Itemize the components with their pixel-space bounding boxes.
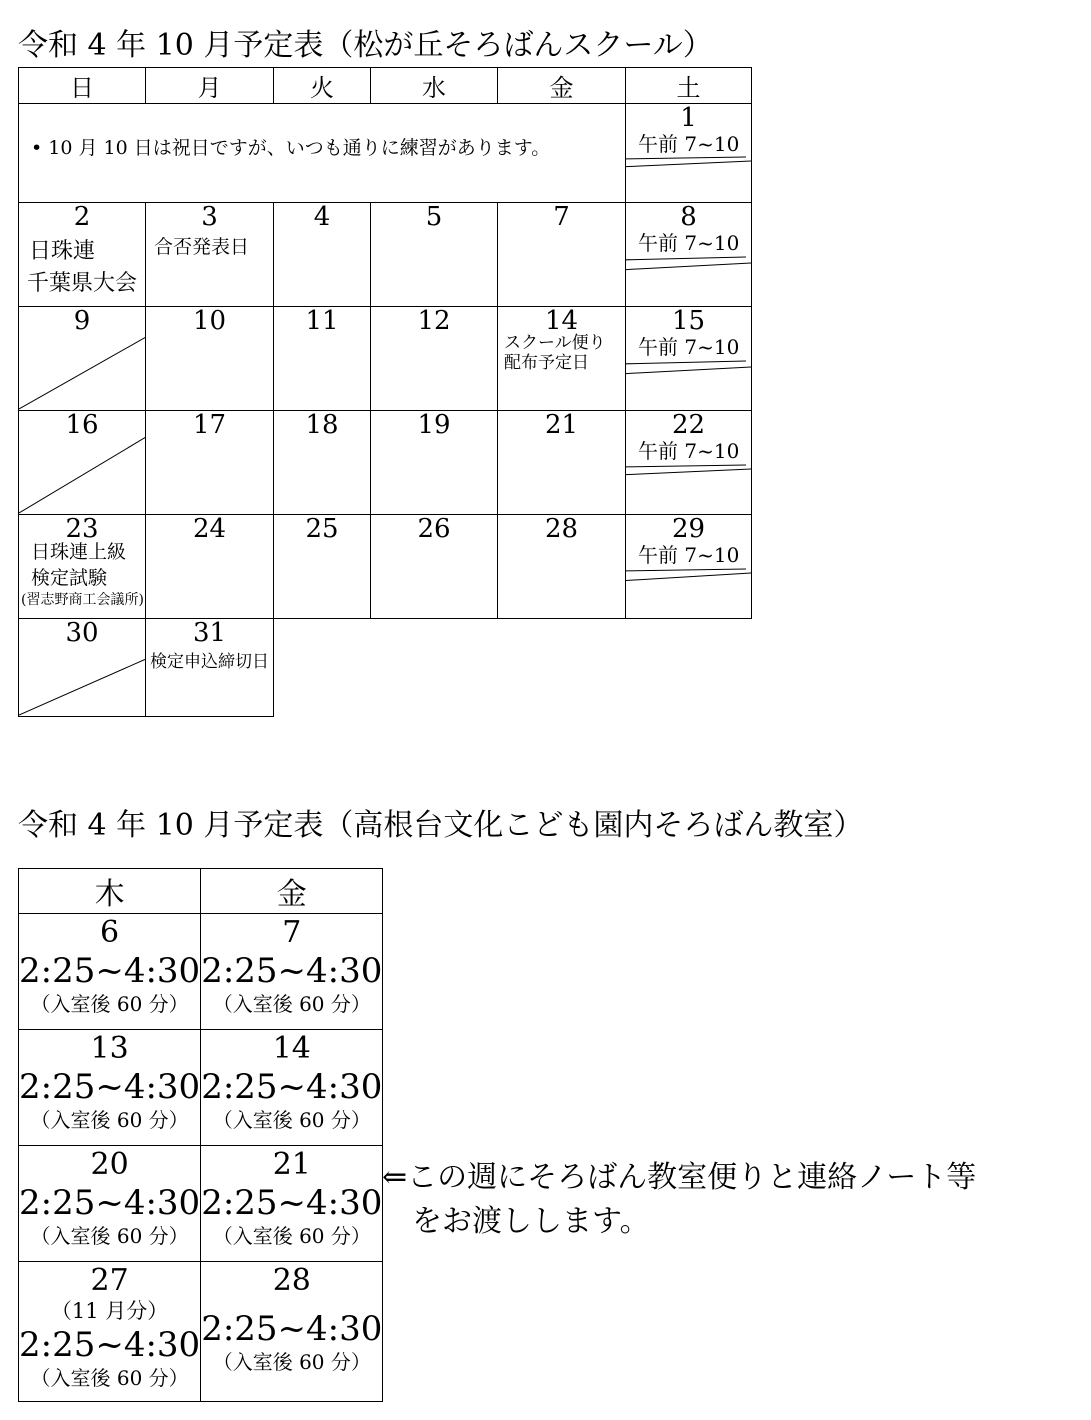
weekday-tue: 火 xyxy=(274,68,371,104)
day-number: 22 xyxy=(671,410,706,440)
empty-cell xyxy=(371,619,498,717)
duration-note: （入室後 60 分） xyxy=(212,1108,371,1132)
weekday-wed: 水 xyxy=(371,68,498,104)
day-cell-31 xyxy=(146,619,274,717)
day-number: 21 xyxy=(544,410,579,440)
day-number: 14 xyxy=(272,1031,311,1066)
class-time: 2:25~4:30 xyxy=(201,1309,383,1349)
sat-morning-time: 午前 7~10 xyxy=(638,335,740,359)
month-note: （11 月分） xyxy=(50,1299,169,1323)
day-cell-16 xyxy=(19,411,146,515)
day-number: 14 xyxy=(544,306,579,336)
duration-note: （入室後 60 分） xyxy=(30,1366,189,1390)
day-cell-4 xyxy=(274,203,371,307)
sat-morning-time: 午前 7~10 xyxy=(638,231,740,255)
day-number: 29 xyxy=(671,514,706,544)
day-number: 27 xyxy=(90,1263,129,1298)
school-week-3 xyxy=(19,1146,383,1262)
day-cell-5 xyxy=(371,203,498,307)
schedule-title-takanedai: 令和 4 年 10 月予定表（高根台文化こども園内そろばん教室） xyxy=(18,808,864,843)
handout-note-line-1: ⇐この週にそろばん教室便りと連絡ノート等 xyxy=(382,1160,977,1195)
calendar-week-5 xyxy=(19,515,752,619)
day-number: 20 xyxy=(90,1147,129,1182)
day-number: 5 xyxy=(425,202,443,232)
school-week-2 xyxy=(19,1030,383,1146)
holiday-note-cell xyxy=(19,104,626,203)
day-cell-15 xyxy=(626,307,752,411)
day-number: 11 xyxy=(305,306,339,336)
class-time: 2:25~4:30 xyxy=(19,951,201,991)
weekday-header-row xyxy=(19,68,752,104)
day-number: 26 xyxy=(417,514,451,544)
day-cell-10 xyxy=(146,307,274,411)
day-cell-14 xyxy=(498,307,626,411)
day-number: 15 xyxy=(671,306,706,336)
day-cell-19 xyxy=(371,411,498,515)
school-day-cell xyxy=(201,914,383,1030)
day-cell-3 xyxy=(146,203,274,307)
event-label: スクール便り xyxy=(504,333,606,353)
day-cell-11 xyxy=(274,307,371,411)
schedule-title-matsugaoka: 令和 4 年 10 月予定表（松が丘そろばんスクール） xyxy=(18,28,713,63)
event-label: 日珠連 xyxy=(29,239,96,264)
school-week-1 xyxy=(19,914,383,1030)
duration-note: （入室後 60 分） xyxy=(30,1224,189,1248)
handout-note-line-2: をお渡しします。 xyxy=(412,1204,650,1239)
day-cell-2 xyxy=(19,203,146,307)
calendar-week-4 xyxy=(19,411,752,515)
class-time: 2:25~4:30 xyxy=(201,951,383,991)
event-label: 検定試験 xyxy=(31,567,108,589)
day-cell-30 xyxy=(19,619,146,717)
event-label: 日珠連上級 xyxy=(31,541,127,563)
day-number: 17 xyxy=(192,410,227,440)
day-number: 7 xyxy=(282,915,302,950)
class-time: 2:25~4:30 xyxy=(19,1067,201,1107)
event-label: 千葉県大会 xyxy=(27,271,138,296)
class-time: 2:25~4:30 xyxy=(201,1183,383,1223)
day-cell-1 xyxy=(626,104,752,203)
school-day-cell xyxy=(201,1146,383,1262)
day-number: 19 xyxy=(417,410,451,440)
empty-cell xyxy=(498,619,626,717)
weekday-header-row xyxy=(19,869,383,914)
calendar-week-6 xyxy=(19,619,752,717)
day-number: 16 xyxy=(65,410,99,440)
duration-note: （入室後 60 分） xyxy=(30,1108,189,1132)
day-number: 4 xyxy=(313,202,331,232)
class-time: 2:25~4:30 xyxy=(201,1067,383,1107)
day-number: 30 xyxy=(65,618,99,648)
duration-note: （入室後 60 分） xyxy=(212,1224,371,1248)
day-cell-23 xyxy=(19,515,146,619)
day-number: 6 xyxy=(100,915,120,950)
day-number: 9 xyxy=(73,306,91,336)
sat-morning-time: 午前 7~10 xyxy=(638,439,740,463)
weekday-sun: 日 xyxy=(19,68,146,104)
day-number: 28 xyxy=(272,1263,311,1298)
sat-morning-time: 午前 7~10 xyxy=(638,543,740,567)
day-number: 10 xyxy=(192,306,227,336)
class-time: 2:25~4:30 xyxy=(19,1325,201,1365)
calendar-week-3 xyxy=(19,307,752,411)
day-number: 12 xyxy=(417,306,451,336)
day-cell-25 xyxy=(274,515,371,619)
day-number: 1 xyxy=(680,103,697,133)
weekday-sat: 土 xyxy=(626,68,752,104)
day-number: 8 xyxy=(680,202,697,232)
event-venue: (習志野商工会議所) xyxy=(21,592,144,608)
weekday-fri: 金 xyxy=(498,68,626,104)
weekday-thu: 木 xyxy=(19,869,201,914)
school-day-cell xyxy=(19,1146,201,1262)
day-number: 18 xyxy=(305,410,339,440)
event-label: 検定申込締切日 xyxy=(150,652,269,672)
school-week-4 xyxy=(19,1262,383,1402)
day-number: 28 xyxy=(544,514,579,544)
day-cell-26 xyxy=(371,515,498,619)
school-day-cell xyxy=(19,1030,201,1146)
day-cell-21 xyxy=(498,411,626,515)
duration-note: （入室後 60 分） xyxy=(30,992,189,1016)
school-day-cell xyxy=(19,914,201,1030)
calendar-week-1 xyxy=(19,104,752,203)
day-cell-8 xyxy=(626,203,752,307)
matsugaoka-calendar xyxy=(18,67,752,717)
day-cell-12 xyxy=(371,307,498,411)
day-number: 31 xyxy=(192,618,227,648)
day-number: 23 xyxy=(65,514,99,544)
class-time: 2:25~4:30 xyxy=(19,1183,201,1223)
day-cell-17 xyxy=(146,411,274,515)
school-day-cell xyxy=(201,1030,383,1146)
day-number: 3 xyxy=(201,202,218,232)
weekday-mon: 月 xyxy=(146,68,274,104)
holiday-note: • 10 月 10 日は祝日ですが、いつも通りに練習があります。 xyxy=(31,137,551,159)
calendar-week-2 xyxy=(19,203,752,307)
day-cell-22 xyxy=(626,411,752,515)
empty-cell xyxy=(274,619,371,717)
weekday-fri: 金 xyxy=(201,869,383,914)
day-number: 24 xyxy=(192,514,227,544)
duration-note: （入室後 60 分） xyxy=(212,1350,371,1374)
day-number: 7 xyxy=(553,202,570,232)
duration-note: （入室後 60 分） xyxy=(212,992,371,1016)
day-cell-24 xyxy=(146,515,274,619)
day-number: 21 xyxy=(272,1147,311,1182)
day-cell-7 xyxy=(498,203,626,307)
day-number: 2 xyxy=(73,202,91,232)
takanedai-schedule xyxy=(18,868,383,1402)
event-label: 配布予定日 xyxy=(504,353,589,373)
sat-morning-time: 午前 7~10 xyxy=(638,132,740,156)
day-cell-28 xyxy=(498,515,626,619)
day-cell-9 xyxy=(19,307,146,411)
empty-cell xyxy=(626,619,752,717)
day-cell-18 xyxy=(274,411,371,515)
day-cell-29 xyxy=(626,515,752,619)
school-day-cell xyxy=(201,1262,383,1402)
day-number: 25 xyxy=(305,514,339,544)
day-number: 13 xyxy=(90,1031,129,1066)
event-label: 合否発表日 xyxy=(154,236,250,258)
school-day-cell xyxy=(19,1262,201,1402)
